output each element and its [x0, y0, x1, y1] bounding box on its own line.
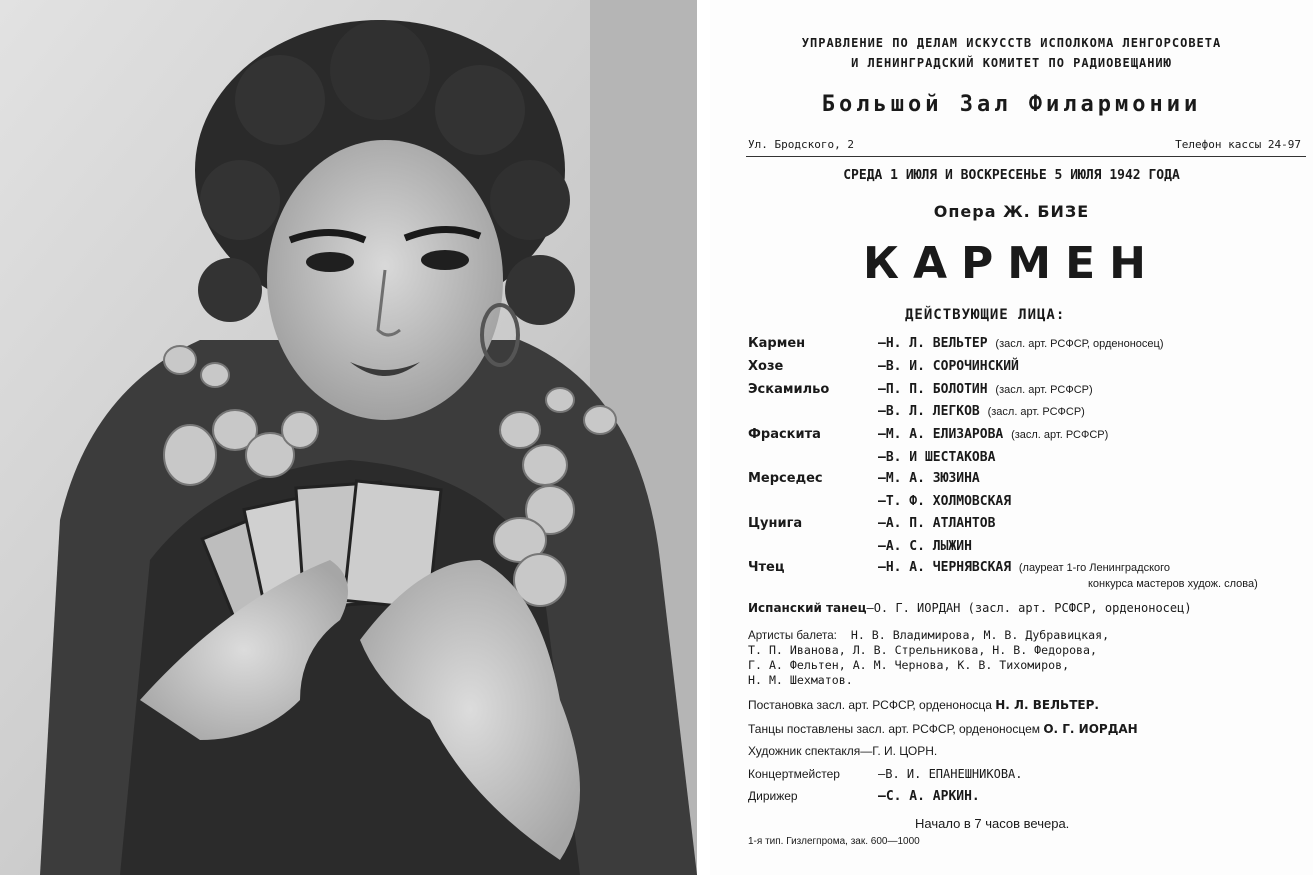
cast-role: Мерседес — [748, 471, 823, 486]
dances-credit: Танцы поставлены засл. арт. РСФСР, орденоносцем О. Г. ИОРДАН — [748, 722, 1138, 736]
reader-note: конкурса мастеров худож. слова) — [1088, 578, 1258, 590]
cast-role: Цунига — [748, 516, 803, 531]
cast-role: Чтец — [748, 560, 785, 575]
staging-credit: Постановка засл. арт. РСФСР, орденоносца Н. Л. ВЕЛЬТЕР. — [748, 698, 1099, 712]
accompanist-credit: Концертмейстер — [748, 767, 840, 781]
ballet-artists: Артисты балета: Н. В. Владимирова, М. В. Дубравицкая, Т. П. Иванова, Л. В. Стрельникова, Н. В. Федорова, Г. А. Фельтен, А. М. Чернова, К. В. Тихомиров, Н. М. Шехматов. — [748, 628, 1110, 687]
cast-role: Кармен — [748, 336, 806, 351]
cast-role: Эскамильо — [748, 382, 830, 397]
cast-performer: —В. Л. ЛЕГКОВ (засл. арт. РСФСР) — [878, 404, 1085, 419]
printer-note: 1-я тип. Гизлегпрома, зак. 600—1000 — [748, 836, 920, 847]
cast-performer: —М. А. ЕЛИЗАРОВА (засл. арт. РСФСР) — [878, 427, 1109, 442]
opera-title: КАРМЕН — [863, 238, 1160, 289]
header-line-2: И ЛЕНИНГРАДСКИЙ КОМИТЕТ ПО РАДИОВЕЩАНИЮ — [851, 56, 1172, 70]
opera-composer: Опера Ж. БИЗЕ — [933, 202, 1090, 221]
cast-role: Фраскита — [748, 427, 821, 442]
divider — [746, 156, 1306, 157]
start-time: Начало в 7 часов вечера. — [915, 816, 1070, 831]
address: Ул. Бродского, 2 — [748, 138, 854, 151]
cast-performer: —П. П. БОЛОТИН (засл. арт. РСФСР) — [878, 382, 1093, 397]
performance-dates: СРЕДА 1 ИЮЛЯ И ВОСКРЕСЕНЬЕ 5 ИЮЛЯ 1942 ГОДА — [843, 168, 1180, 183]
accompanist-name: —В. И. ЕПАНЕШНИКОВА. — [878, 767, 1023, 781]
spanish-dance: Испанский танец—О. Г. ИОРДАН (засл. арт. РСФСР, орденоносец) — [748, 601, 1192, 615]
cast-performer: —Н. Л. ВЕЛЬТЕР (засл. арт. РСФСР, орденоносец) — [878, 336, 1164, 351]
cast-performer: —А. С. ЛЫЖИН — [878, 539, 972, 554]
conductor-name: —С. А. АРКИН. — [878, 789, 980, 804]
cast-performer: —Н. А. ЧЕРНЯВСКАЯ (лауреат 1-го Ленинградского — [878, 560, 1171, 575]
cast-heading: ДЕЙСТВУЮЩИЕ ЛИЦА: — [905, 307, 1066, 323]
cast-performer: —А. П. АТЛАНТОВ — [878, 516, 996, 531]
conductor-credit: Дирижер — [748, 789, 798, 803]
header-line-1: УПРАВЛЕНИЕ ПО ДЕЛАМ ИСКУССТВ ИСПОЛКОМА ЛЕНГОРСОВЕТА — [801, 36, 1222, 50]
cast-performer: —В. И. СОРОЧИНСКИЙ — [878, 359, 1019, 374]
cast-performer: —М. А. ЗЮЗИНА — [878, 471, 980, 486]
cast-performer: —В. И ШЕСТАКОВА — [878, 450, 996, 465]
hall-name: Большой Зал Филармонии — [821, 92, 1202, 117]
designer-credit: Художник спектакля—Г. И. ЦОРН. — [748, 744, 938, 758]
playbill — [710, 0, 1313, 875]
box-office-phone: Телефон кассы 24-97 — [1175, 138, 1301, 151]
cast-performer: —Т. Ф. ХОЛМОВСКАЯ — [878, 494, 1012, 509]
cast-role: Хозе — [748, 359, 784, 374]
